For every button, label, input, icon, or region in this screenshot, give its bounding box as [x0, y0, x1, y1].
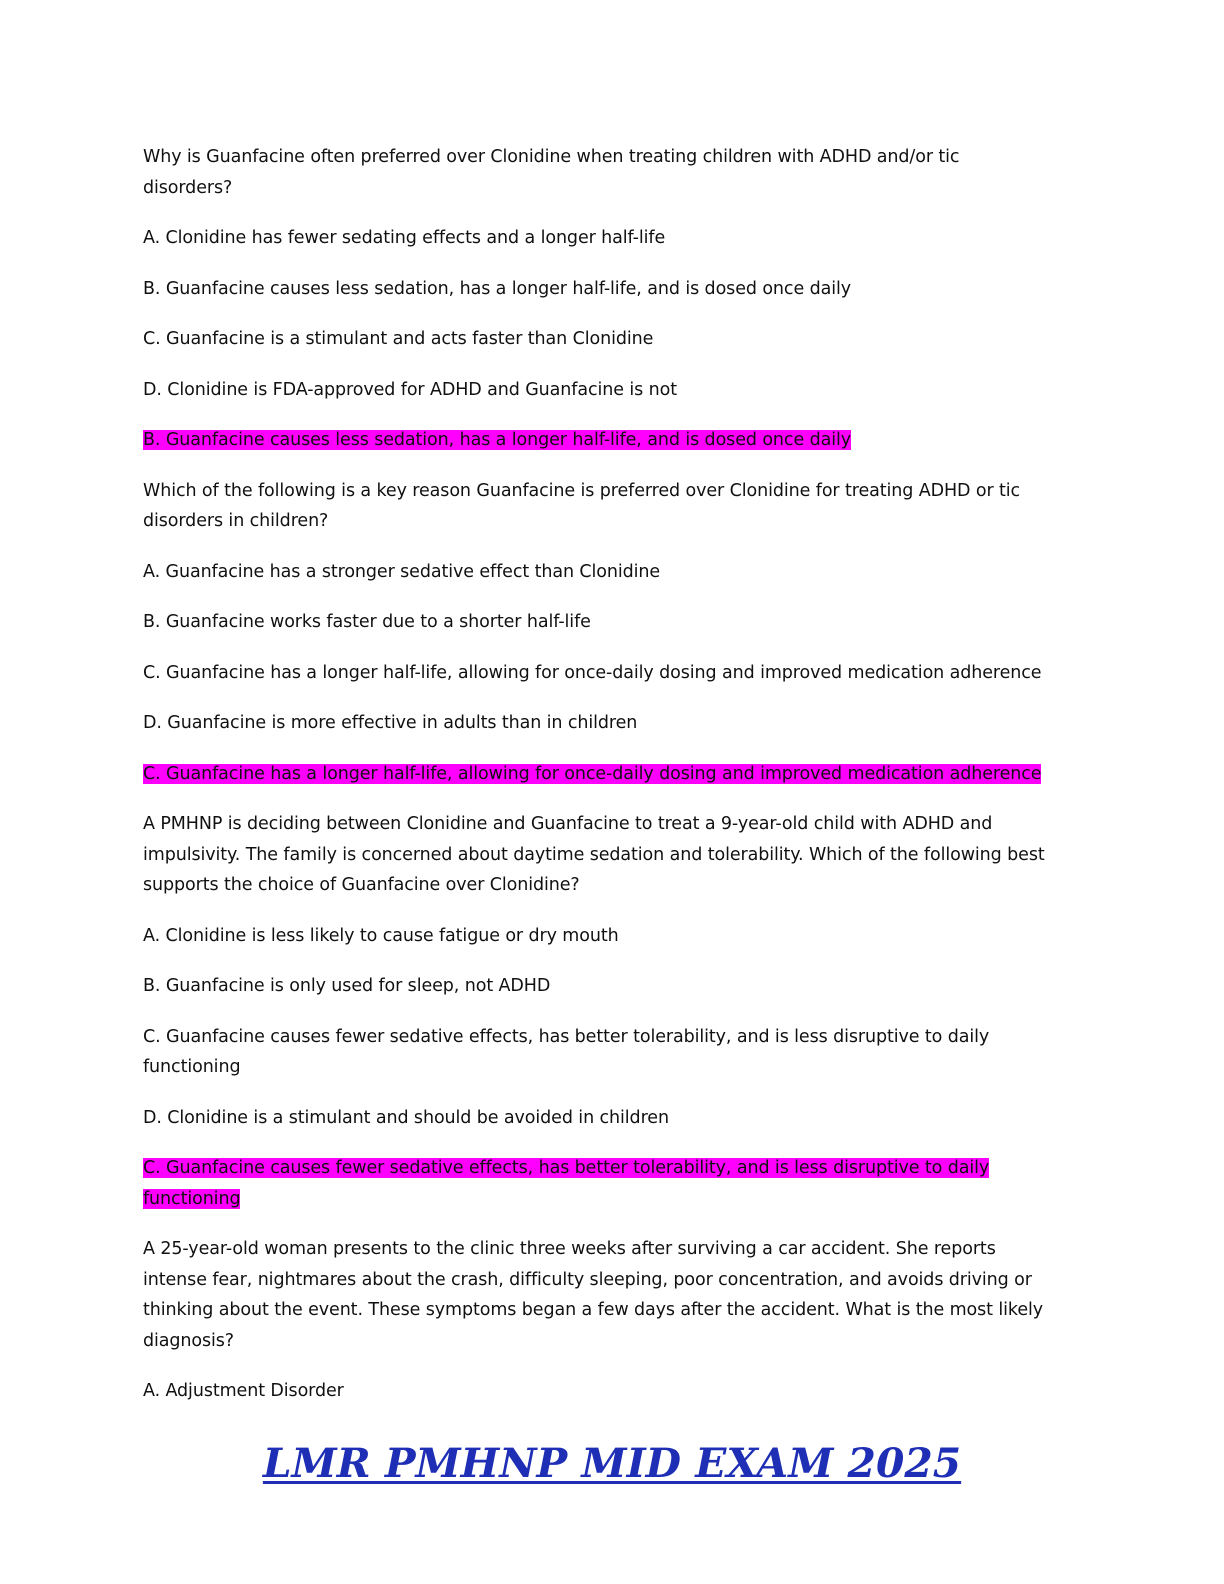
highlighted-answer [143, 425, 1083, 456]
highlighted-answer-text: B. Guanfacine causes less sedation, has a longer half-life, and is dosed once daily [143, 430, 851, 450]
answer-option: D. Clonidine is a stimulant and should be avoided in children [143, 1107, 669, 1128]
highlighted-answer-text: C. Guanfacine has a longer half-life, allowing for once-daily dosing and improved medication adherence [143, 763, 1042, 784]
answer-option: D. Clonidine is FDA-approved for ADHD and Guanfacine is not [143, 379, 677, 400]
answer-option: B. Guanfacine causes less sedation, has a longer half-life, and is dosed once daily [143, 278, 851, 299]
answer-option: A. Clonidine is less likely to cause fatigue or dry mouth [143, 925, 619, 946]
highlighted-answer-text: C. Guanfacine causes fewer sedative effects, has better tolerability, and is less disruptive to daily functioning [143, 1158, 990, 1209]
answer-option: B. Guanfacine is only used for sleep, not ADHD [143, 976, 551, 996]
answer-option: C. Guanfacine causes fewer sedative effects, has better tolerability, and is less disruptive to daily functioning [143, 1026, 990, 1077]
question-stem: Why is Guanfacine often preferred over Clonidine when treating children with ADHD and/or tic disorders? [143, 147, 960, 198]
answer-option: C. Guanfacine is a stimulant and acts faster than Clonidine [143, 329, 654, 349]
question-stem: Which of the following is a key reason Guanfacine is preferred over Clonidine for treating ADHD or tic disorders in children? [143, 480, 1021, 531]
exam-footer-title: LMR PMHNP MID EXAM 2025 [262, 1440, 962, 1487]
answer-option: A. Adjustment Disorder [143, 1381, 344, 1401]
question-stem: A PMHNP is deciding between Clonidine and Guanfacine to treat a 9-year-old child with ADHD and impulsivity. The family is concerned about daytime sedation and tolerability. Which of the following best supports the choice of Guanfacine over Clonidine? [143, 814, 1045, 895]
highlighted-answer [143, 1153, 1003, 1214]
question-stem: A 25-year-old woman presents to the clinic three weeks after surviving a car accident. She reports intense fear, nightmares about the crash, difficulty sleeping, poor concentration, and avoids driving or thinking about the event. These symptoms began a few days after the accident. What is the most likely diagnosis? [143, 1239, 1044, 1351]
answer-option: A. Clonidine has fewer sedating effects and a longer half-life [143, 228, 666, 248]
highlighted-answer [143, 759, 1083, 790]
answer-option: A. Guanfacine has a stronger sedative effect than Clonidine [143, 561, 661, 582]
answer-option: D. Guanfacine is more effective in adults than in children [143, 713, 638, 733]
answer-option: B. Guanfacine works faster due to a shorter half-life [143, 612, 591, 632]
document-body [143, 142, 1083, 1427]
answer-option: C. Guanfacine has a longer half-life, allowing for once-daily dosing and improved medication adherence [143, 662, 1042, 683]
